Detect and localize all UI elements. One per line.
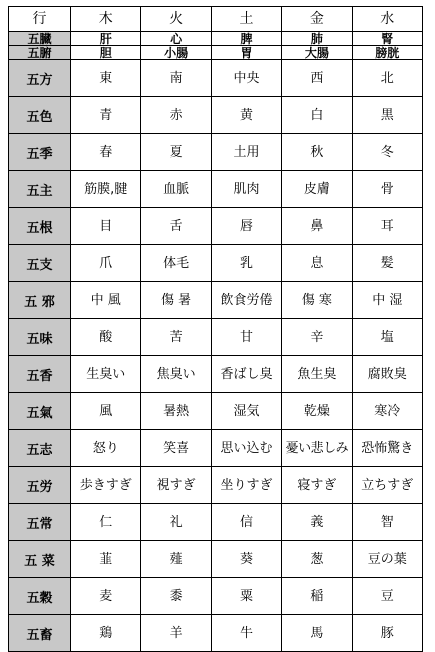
- table-row: [9, 467, 423, 504]
- table-cell: 小腸: [141, 46, 211, 60]
- table-cell: 信: [211, 504, 281, 541]
- table-cell: 筋膜,腱: [71, 171, 141, 208]
- five-elements-table: [8, 6, 423, 652]
- header-corner-label: 行: [9, 7, 71, 32]
- table-cell: 赤: [141, 97, 211, 134]
- row-label: 五畜: [9, 615, 71, 652]
- table-cell: 智: [352, 504, 422, 541]
- row-label: 五根: [9, 208, 71, 245]
- table-cell: 胆: [71, 46, 141, 60]
- row-label: 五主: [9, 171, 71, 208]
- table-cell: 骨: [352, 171, 422, 208]
- organ-row: [9, 32, 423, 46]
- table-cell: 唇: [211, 208, 281, 245]
- table-row: [9, 430, 423, 467]
- table-cell: 黍: [141, 578, 211, 615]
- table-cell: 血脈: [141, 171, 211, 208]
- table-cell: 心: [141, 32, 211, 46]
- row-label: 五労: [9, 467, 71, 504]
- table-cell: 思い込む: [211, 430, 281, 467]
- table-row: [9, 578, 423, 615]
- table-cell: 視すぎ: [141, 467, 211, 504]
- table-cell: 怒り: [71, 430, 141, 467]
- table-cell: 皮膚: [282, 171, 352, 208]
- table-cell: 甘: [211, 319, 281, 356]
- row-label: 五志: [9, 430, 71, 467]
- row-label: 五味: [9, 319, 71, 356]
- table-cell: 礼: [141, 504, 211, 541]
- organ-row: [9, 46, 423, 60]
- table-cell: 目: [71, 208, 141, 245]
- table-cell: 暑熱: [141, 393, 211, 430]
- table-cell: 中 湿: [352, 282, 422, 319]
- row-label: 五氣: [9, 393, 71, 430]
- table-cell: 乳: [211, 245, 281, 282]
- table-row: [9, 97, 423, 134]
- row-label: 五色: [9, 97, 71, 134]
- table-cell: 秋: [282, 134, 352, 171]
- header-element-wood: 木: [71, 7, 141, 32]
- table-cell: 羊: [141, 615, 211, 652]
- table-cell: 酸: [71, 319, 141, 356]
- row-label: 五方: [9, 60, 71, 97]
- table-cell: 耳: [352, 208, 422, 245]
- table-cell: 乾燥: [282, 393, 352, 430]
- table-cell: 肌肉: [211, 171, 281, 208]
- table-row: [9, 356, 423, 393]
- table-cell: 飲食労倦: [211, 282, 281, 319]
- table-row: [9, 208, 423, 245]
- table-cell: 香ばし臭: [211, 356, 281, 393]
- table-cell: 湿気: [211, 393, 281, 430]
- table-cell: 憂い悲しみ: [282, 430, 352, 467]
- table-cell: 韮: [71, 541, 141, 578]
- table-cell: 黄: [211, 97, 281, 134]
- row-label: 五香: [9, 356, 71, 393]
- table-cell: 西: [282, 60, 352, 97]
- table-cell: 豚: [352, 615, 422, 652]
- table-row: [9, 541, 423, 578]
- row-label: 五 邪: [9, 282, 71, 319]
- table-cell: 義: [282, 504, 352, 541]
- row-label: 五穀: [9, 578, 71, 615]
- table-cell: 恐怖驚き: [352, 430, 422, 467]
- row-label: 五腑: [9, 46, 71, 60]
- table-row: [9, 615, 423, 652]
- table-cell: 寝すぎ: [282, 467, 352, 504]
- header-row: [9, 7, 423, 32]
- table-cell: 焦臭い: [141, 356, 211, 393]
- table-cell: 舌: [141, 208, 211, 245]
- table-cell: 牛: [211, 615, 281, 652]
- table-cell: 脾: [211, 32, 281, 46]
- table-row: [9, 245, 423, 282]
- header-element-fire: 火: [141, 7, 211, 32]
- table-cell: 肺: [282, 32, 352, 46]
- table-row: [9, 504, 423, 541]
- table-row: [9, 319, 423, 356]
- table-cell: 仁: [71, 504, 141, 541]
- table-cell: 傷 暑: [141, 282, 211, 319]
- table-row: [9, 282, 423, 319]
- table-cell: 傷 寒: [282, 282, 352, 319]
- table-cell: 腐敗臭: [352, 356, 422, 393]
- table-cell: 鶏: [71, 615, 141, 652]
- table-cell: 白: [282, 97, 352, 134]
- table-cell: 生臭い: [71, 356, 141, 393]
- row-label: 五常: [9, 504, 71, 541]
- table-cell: 夏: [141, 134, 211, 171]
- table-row: [9, 134, 423, 171]
- table-cell: 坐りすぎ: [211, 467, 281, 504]
- table-cell: 粟: [211, 578, 281, 615]
- row-label: 五 菜: [9, 541, 71, 578]
- header-element-earth: 土: [211, 7, 281, 32]
- table-cell: 髪: [352, 245, 422, 282]
- table-cell: 魚生臭: [282, 356, 352, 393]
- table-cell: 笑喜: [141, 430, 211, 467]
- table-cell: 葱: [282, 541, 352, 578]
- table-cell: 土用: [211, 134, 281, 171]
- table-cell: 葵: [211, 541, 281, 578]
- table-row: [9, 171, 423, 208]
- table-cell: 膀胱: [352, 46, 422, 60]
- table-cell: 寒冷: [352, 393, 422, 430]
- table-body: [9, 7, 423, 652]
- table-cell: 鼻: [282, 208, 352, 245]
- table-cell: 中央: [211, 60, 281, 97]
- table-cell: 肝: [71, 32, 141, 46]
- table-cell: 青: [71, 97, 141, 134]
- table-cell: 中 風: [71, 282, 141, 319]
- row-label: 五支: [9, 245, 71, 282]
- table-cell: 東: [71, 60, 141, 97]
- table-row: [9, 393, 423, 430]
- table-cell: 黒: [352, 97, 422, 134]
- table-cell: 南: [141, 60, 211, 97]
- table-cell: 春: [71, 134, 141, 171]
- table-cell: 立ちすぎ: [352, 467, 422, 504]
- table-cell: 北: [352, 60, 422, 97]
- table-cell: 苦: [141, 319, 211, 356]
- table-cell: 胃: [211, 46, 281, 60]
- table-cell: 息: [282, 245, 352, 282]
- table-cell: 大腸: [282, 46, 352, 60]
- row-label: 五臓: [9, 32, 71, 46]
- table-cell: 爪: [71, 245, 141, 282]
- table-cell: 辛: [282, 319, 352, 356]
- table-cell: 塩: [352, 319, 422, 356]
- table-cell: 冬: [352, 134, 422, 171]
- table-cell: 腎: [352, 32, 422, 46]
- table-cell: 体毛: [141, 245, 211, 282]
- table-cell: 豆: [352, 578, 422, 615]
- table-cell: 稲: [282, 578, 352, 615]
- table-row: [9, 60, 423, 97]
- table-cell: 麦: [71, 578, 141, 615]
- header-element-water: 水: [352, 7, 422, 32]
- table-cell: 馬: [282, 615, 352, 652]
- table-cell: 歩きすぎ: [71, 467, 141, 504]
- row-label: 五季: [9, 134, 71, 171]
- table-cell: 薤: [141, 541, 211, 578]
- header-element-metal: 金: [282, 7, 352, 32]
- table-cell: 豆の葉: [352, 541, 422, 578]
- table-cell: 風: [71, 393, 141, 430]
